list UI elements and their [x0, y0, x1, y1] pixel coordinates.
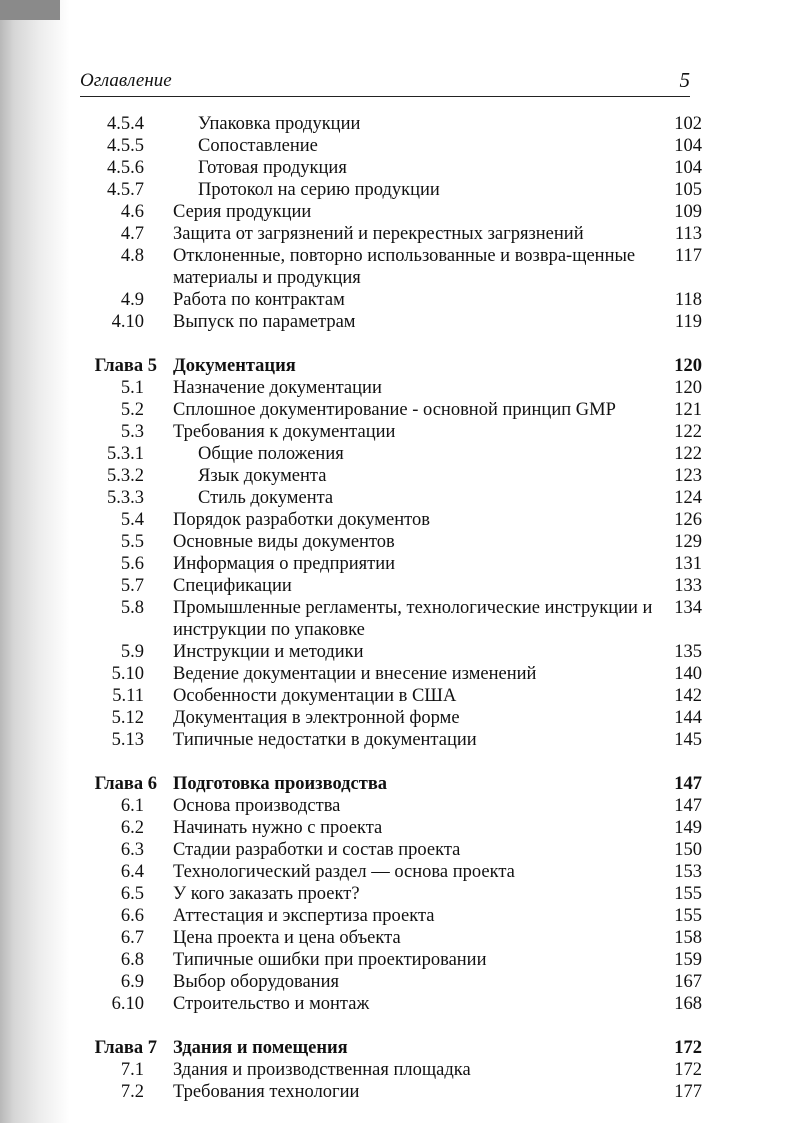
toc-entry-page: 105 — [674, 180, 702, 200]
toc-entry-title: Типичные недостатки в документации — [173, 730, 477, 750]
toc-entry-page: 172 — [674, 1060, 702, 1080]
toc-entry-page: 131 — [674, 554, 702, 574]
toc-entry-page: 102 — [674, 114, 702, 134]
toc-entry-row — [0, 421, 794, 443]
toc-entry-number: 5.13 — [111, 730, 144, 750]
toc-entry-row — [0, 553, 794, 575]
toc-entry-page: 159 — [674, 950, 702, 970]
toc-entry-title: Начинать нужно с проекта — [173, 818, 383, 838]
toc-entry-number: 5.3 — [120, 422, 144, 442]
toc-entry-title: Особенности документации в США — [173, 686, 457, 706]
toc-entry-title: У кого заказать проект? — [173, 884, 360, 904]
toc-entry-page: 124 — [674, 488, 702, 508]
toc-entry-title: Документация — [173, 356, 296, 376]
toc-entry-number: Глава 7 — [94, 1038, 157, 1058]
toc-entry-number: 5.5 — [120, 532, 144, 552]
running-header-title: Оглавление — [80, 70, 172, 91]
toc-entry-number: 6.2 — [120, 818, 144, 838]
toc-entry-number: 5.6 — [120, 554, 144, 574]
toc-entry-page: 140 — [674, 664, 702, 684]
toc-entry-row — [0, 993, 794, 1015]
toc-entry-title: Ведение документации и внесение изменений — [173, 664, 537, 684]
toc-entry-title: Протокол на серию продукции — [198, 180, 440, 200]
toc-entry-number: 6.4 — [120, 862, 144, 882]
toc-entry-number: 4.5.7 — [107, 180, 144, 200]
toc-entry-page: 147 — [674, 774, 702, 794]
toc-entry-page: 172 — [674, 1038, 702, 1058]
toc-entry-title: Сплошное документирование - основной принцип GMP — [173, 400, 616, 420]
toc-entry-row — [0, 399, 794, 421]
toc-entry-page: 117 — [674, 246, 702, 266]
toc-entry-page: 134 — [674, 598, 702, 618]
toc-entry-page: 155 — [674, 906, 702, 926]
toc-entry-row — [0, 597, 794, 641]
toc-entry-number: 6.7 — [120, 928, 144, 948]
toc-entry-row — [0, 861, 794, 883]
toc-entry-row — [0, 817, 794, 839]
toc-entry-number: 4.6 — [120, 202, 144, 222]
toc-entry-page: 113 — [674, 224, 702, 244]
toc-entry-row — [0, 663, 794, 685]
toc-entry-number: 5.3.1 — [107, 444, 144, 464]
toc-entry-title: Документация в электронной форме — [173, 708, 460, 728]
toc-entry-page: 147 — [674, 796, 702, 816]
page-corner-shadow — [0, 0, 60, 20]
toc-entry-row — [0, 1081, 794, 1103]
toc-entry-title: Здания и помещения — [173, 1038, 348, 1058]
toc-entry-title: Основные виды документов — [173, 532, 395, 552]
toc-entry-row — [0, 905, 794, 927]
toc-entry-title: Типичные ошибки при проектировании — [173, 950, 487, 970]
toc-entry-title: Назначение документации — [173, 378, 382, 398]
toc-entry-page: 155 — [674, 884, 702, 904]
toc-entry-page: 120 — [674, 356, 702, 376]
toc-entry-page: 129 — [674, 532, 702, 552]
toc-entry-row — [0, 245, 794, 289]
toc-entry-title: Выпуск по параметрам — [173, 312, 356, 332]
toc-entry-row — [0, 157, 794, 179]
toc-entry-row — [0, 509, 794, 531]
toc-entry-page: 153 — [674, 862, 702, 882]
section-spacer — [0, 333, 794, 355]
toc-entry-page: 126 — [674, 510, 702, 530]
toc-entry-number: 6.9 — [120, 972, 144, 992]
toc-entry-page: 135 — [674, 642, 702, 662]
toc-entry-page: 118 — [674, 290, 702, 310]
toc-entry-number: 4.5.4 — [107, 114, 144, 134]
toc-entry-page: 133 — [674, 576, 702, 596]
toc-entry-number: 5.12 — [111, 708, 144, 728]
toc-entry-number: 4.8 — [120, 246, 144, 266]
toc-entry-number: 5.9 — [120, 642, 144, 662]
toc-entry-title: Язык документа — [198, 466, 327, 486]
toc-entry-row — [0, 289, 794, 311]
toc-entry-row — [0, 685, 794, 707]
toc-entry-number: 6.3 — [120, 840, 144, 860]
toc-entry-number: 6.8 — [120, 950, 144, 970]
toc-entry-title: Требования технологии — [173, 1082, 360, 1102]
toc-entry-page: 104 — [674, 136, 702, 156]
toc-entry-number: 5.3.3 — [107, 488, 144, 508]
toc-entry-title: Аттестация и экспертиза проекта — [173, 906, 435, 926]
toc-entry-page: 122 — [674, 422, 702, 442]
toc-entry-row — [0, 465, 794, 487]
toc-entry-title: Общие положения — [198, 444, 344, 464]
toc-entry-number: Глава 5 — [94, 356, 157, 376]
toc-entry-row — [0, 883, 794, 905]
toc-entry-row — [0, 729, 794, 751]
toc-entry-title: Порядок разработки документов — [173, 510, 430, 530]
toc-entry-number: 5.1 — [120, 378, 144, 398]
toc-entry-number: 7.1 — [120, 1060, 144, 1080]
toc-entry-title: Сопоставление — [198, 136, 318, 156]
toc-entry-number: 5.8 — [120, 598, 144, 618]
toc-entry-number: 5.2 — [120, 400, 144, 420]
toc-entry-row — [0, 377, 794, 399]
toc-chapter-row — [0, 355, 794, 377]
toc-entry-title: Работа по контрактам — [173, 290, 345, 310]
toc-entry-row — [0, 795, 794, 817]
toc-entry-row — [0, 113, 794, 135]
toc-entry-number: 4.10 — [111, 312, 144, 332]
toc-entry-title: Строительство и монтаж — [173, 994, 370, 1014]
toc-entry-row — [0, 179, 794, 201]
toc-entry-number: 5.11 — [112, 686, 144, 706]
toc-entry-row — [0, 707, 794, 729]
toc-entry-page: 109 — [674, 202, 702, 222]
page-number: 5 — [679, 68, 690, 92]
toc-entry-title: Промышленные регламенты, технологические инструкции и инструкции по упаковке — [173, 598, 653, 640]
section-spacer — [0, 1015, 794, 1037]
toc-entry-row — [0, 531, 794, 553]
toc-entry-title: Серия продукции — [173, 202, 312, 222]
toc-entry-row — [0, 135, 794, 157]
toc-entry-title: Технологический раздел — основа проекта — [173, 862, 515, 882]
toc-entry-page: 123 — [674, 466, 702, 486]
toc-entry-number: 4.5.5 — [107, 136, 144, 156]
toc-entry-number: 6.1 — [120, 796, 144, 816]
toc-chapter-row — [0, 1037, 794, 1059]
toc-entry-page: 144 — [674, 708, 702, 728]
toc-entry-number: 5.3.2 — [107, 466, 144, 486]
toc-entry-number: 6.6 — [120, 906, 144, 926]
toc-entry-page: 177 — [674, 1082, 702, 1102]
toc-entry-title: Здания и производственная площадка — [173, 1060, 471, 1080]
toc-entry-row — [0, 443, 794, 465]
toc-entry-number: 4.5.6 — [107, 158, 144, 178]
toc-entry-number: 4.9 — [120, 290, 144, 310]
toc-entry-title: Защита от загрязнений и перекрестных загрязнений — [173, 224, 584, 244]
toc-entry-title: Цена проекта и цена объекта — [173, 928, 401, 948]
toc-entry-page: 158 — [674, 928, 702, 948]
toc-entry-title: Стадии разработки и состав проекта — [173, 840, 461, 860]
toc-entry-title: Упаковка продукции — [198, 114, 361, 134]
toc-entry-number: 5.4 — [120, 510, 144, 530]
toc-entry-page: 145 — [674, 730, 702, 750]
toc-entry-number: 5.7 — [120, 576, 144, 596]
toc-entry-row — [0, 575, 794, 597]
toc-entry-row — [0, 201, 794, 223]
toc-entry-row — [0, 487, 794, 509]
toc-entry-row — [0, 311, 794, 333]
section-spacer — [0, 751, 794, 773]
toc-entry-title: Основа производства — [173, 796, 341, 816]
toc-entry-page: 120 — [674, 378, 702, 398]
table-of-contents — [0, 113, 794, 1103]
toc-entry-page: 122 — [674, 444, 702, 464]
toc-entry-title: Требования к документации — [173, 422, 396, 442]
toc-entry-title: Готовая продукция — [198, 158, 347, 178]
toc-entry-title: Стиль документа — [198, 488, 334, 508]
toc-entry-page: 150 — [674, 840, 702, 860]
toc-entry-page: 121 — [674, 400, 702, 420]
toc-entry-row — [0, 927, 794, 949]
toc-entry-number: 6.10 — [111, 994, 144, 1014]
toc-entry-row — [0, 839, 794, 861]
toc-entry-number: 5.10 — [111, 664, 144, 684]
toc-entry-page: 104 — [674, 158, 702, 178]
toc-entry-title: Инструкции и методики — [173, 642, 364, 662]
toc-entry-page: 119 — [674, 312, 702, 332]
toc-entry-number: 7.2 — [120, 1082, 144, 1102]
toc-entry-title: Подготовка производства — [173, 774, 388, 794]
toc-entry-page: 142 — [674, 686, 702, 706]
toc-entry-title: Информация о предприятии — [173, 554, 396, 574]
toc-entry-number: 4.7 — [120, 224, 144, 244]
toc-entry-title: Спецификации — [173, 576, 292, 596]
toc-entry-page: 149 — [674, 818, 702, 838]
toc-entry-title: Выбор оборудования — [173, 972, 339, 992]
toc-entry-page: 168 — [674, 994, 702, 1014]
running-header — [80, 70, 690, 97]
toc-entry-row — [0, 949, 794, 971]
toc-entry-row — [0, 223, 794, 245]
toc-entry-page: 167 — [674, 972, 702, 992]
toc-entry-row — [0, 1059, 794, 1081]
toc-entry-number: 6.5 — [120, 884, 144, 904]
toc-entry-row — [0, 971, 794, 993]
toc-chapter-row — [0, 773, 794, 795]
toc-entry-row — [0, 641, 794, 663]
toc-entry-title: Отклоненные, повторно использованные и возвра-щенные материалы и продукция — [173, 246, 636, 288]
toc-entry-number: Глава 6 — [94, 774, 157, 794]
